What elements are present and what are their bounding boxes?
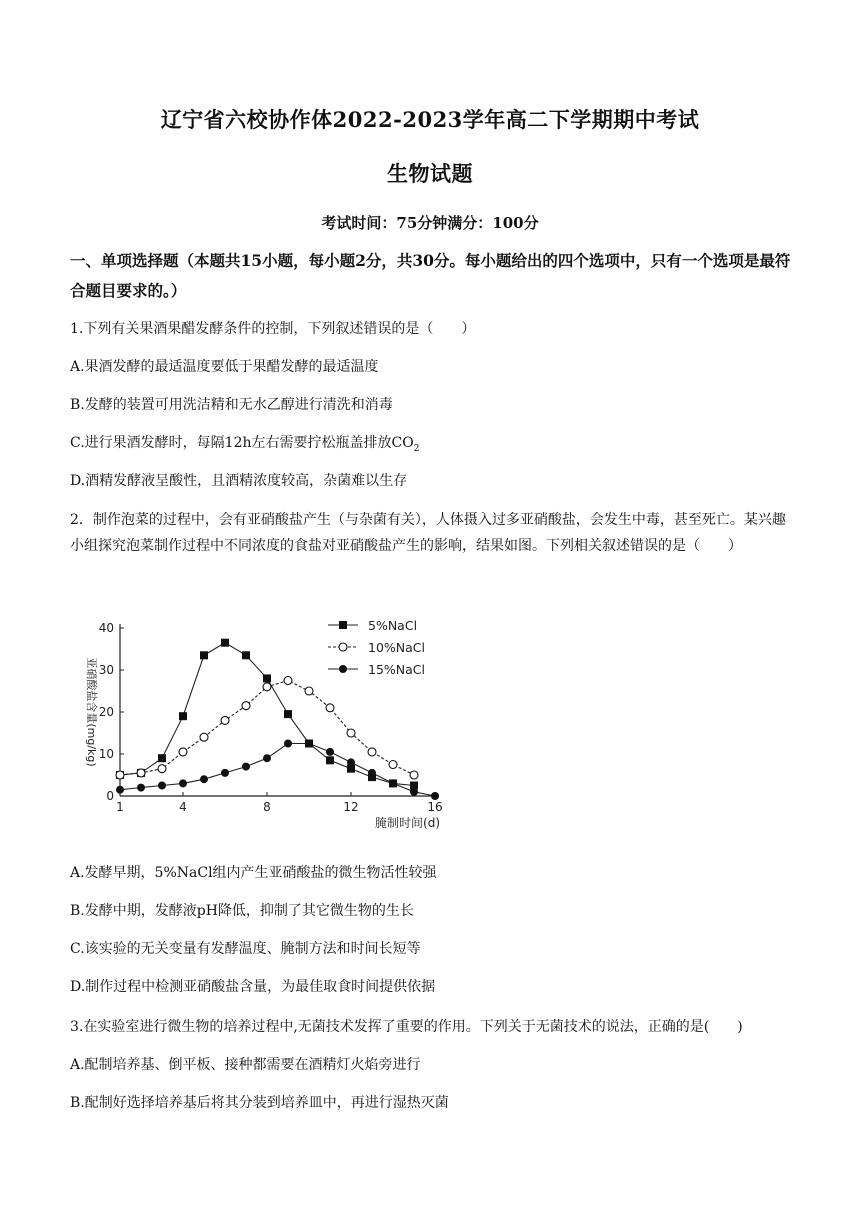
- q2-option-c: C.该实验的无关变量有发酵温度、腌制方法和时间长短等: [70, 941, 421, 957]
- data-point: [284, 710, 292, 718]
- exam-title: 辽宁省六校协作体2022-2023学年高二下学期期中考试: [160, 107, 700, 132]
- data-point: [368, 769, 376, 777]
- data-point: [116, 771, 124, 779]
- q3-option-a: A.配制培养基、倒平板、接种都需要在酒精灯火焰旁进行: [70, 1057, 421, 1073]
- data-point: [326, 704, 334, 712]
- data-point: [158, 782, 166, 790]
- data-point: [326, 748, 334, 756]
- legend-marker: [339, 621, 347, 629]
- data-point: [305, 740, 313, 748]
- legend-label: 15%NaCl: [368, 662, 425, 677]
- data-point: [263, 754, 271, 762]
- data-point: [200, 733, 208, 741]
- section-heading: 一、单项选择题（本题共15小题，每小题2分，共30分。每小题给出的四个选项中，只有一个选项是最符合题目要求的。）: [70, 251, 791, 300]
- data-point: [263, 683, 271, 691]
- data-point: [347, 729, 355, 737]
- data-point: [410, 788, 418, 796]
- data-point: [179, 748, 187, 756]
- x-tick-label: 16: [427, 800, 443, 814]
- q1-stem: 1.下列有关果酒果醋发酵条件的控制，下列叙述错误的是（ ）: [70, 321, 476, 337]
- data-point: [368, 748, 376, 756]
- legend-label: 5%NaCl: [368, 618, 418, 633]
- legend-marker: [339, 643, 347, 651]
- series-1: [116, 677, 418, 780]
- q1-option-a: A.果酒发酵的最适温度要低于果醋发酵的最适温度: [70, 359, 379, 375]
- exam-subtitle: 生物试题: [387, 161, 473, 186]
- q2-stem: 2．制作泡菜的过程中，会有亚硝酸盐产生（与杂菌有关），人体摄入过多亚硝酸盐，会发生中毒，甚至死亡。某兴趣小组探究泡菜制作过程中不同浓度的食盐对亚硝酸盐产生的影响，结果如图。下列相关叙述错误的是（ ）: [70, 512, 786, 554]
- q1-option-c: [70, 432, 419, 454]
- x-tick-label: 4: [179, 800, 187, 814]
- data-point: [116, 786, 124, 794]
- legend-label: 10%NaCl: [368, 640, 425, 655]
- data-point: [284, 677, 292, 685]
- y-tick-label: 10: [98, 747, 114, 761]
- q3-option-b: B.配制好选择培养基后将其分装到培养皿中，再进行湿热灭菌: [70, 1095, 449, 1111]
- data-point: [389, 761, 397, 769]
- x-axis-label: 腌制时间(d): [375, 816, 440, 830]
- data-point: [410, 771, 418, 779]
- x-tick-label: 8: [263, 800, 271, 814]
- data-point: [137, 784, 145, 792]
- y-tick-label: 30: [98, 663, 114, 677]
- y-tick-label: 0: [106, 789, 114, 803]
- data-point: [431, 792, 439, 800]
- legend-marker: [339, 665, 347, 673]
- q2-option-a: A.发酵早期，5%NaCl组内产生亚硝酸盐的微生物活性较强: [70, 865, 437, 881]
- series-line: [120, 744, 435, 797]
- q1-option-c-text: C.进行果酒发酵时，每隔12h左右需要拧松瓶盖排放CO: [70, 435, 414, 451]
- data-point: [200, 651, 208, 659]
- q1-option-b: B.发酵的装置可用洗洁精和无水乙醇进行清洗和消毒: [70, 397, 393, 413]
- data-point: [179, 779, 187, 787]
- data-point: [158, 765, 166, 773]
- q1-option-d: D.酒精发酵液呈酸性，且酒精浓度较高，杂菌难以生存: [70, 473, 408, 489]
- data-point: [221, 769, 229, 777]
- q1-option-c-subscript: 2: [413, 443, 420, 454]
- y-axis-label: 亚硝酸盐含量(mg/kg): [85, 657, 98, 767]
- data-point: [158, 754, 166, 762]
- x-tick-label: 1: [116, 800, 124, 814]
- q2-option-b: B.发酵中期，发酵液pH降低，抑制了其它微生物的生长: [70, 903, 414, 919]
- nitrite-chart: [75, 612, 455, 837]
- data-point: [326, 756, 334, 764]
- data-point: [284, 740, 292, 748]
- data-point: [200, 775, 208, 783]
- chart-legend: [328, 618, 425, 677]
- data-point: [137, 769, 145, 777]
- q2-option-d: D.制作过程中检测亚硝酸盐含量，为最佳取食时间提供依据: [70, 979, 436, 995]
- data-point: [221, 716, 229, 724]
- q3-stem: 3.在实验室进行微生物的培养过程中,无菌技术发挥了重要的作用。下列关于无菌技术的说法，正确的是( ): [70, 1019, 743, 1035]
- data-point: [389, 779, 397, 787]
- data-point: [347, 758, 355, 766]
- data-point: [242, 651, 250, 659]
- y-tick-label: 40: [98, 621, 114, 635]
- data-point: [263, 674, 271, 682]
- x-tick-label: 12: [343, 800, 359, 814]
- data-point: [305, 687, 313, 695]
- data-point: [242, 763, 250, 771]
- data-point: [242, 702, 250, 710]
- y-tick-label: 20: [98, 705, 114, 719]
- data-point: [179, 712, 187, 720]
- exam-info: 考试时间：75分钟满分：100分: [321, 214, 539, 232]
- data-point: [221, 639, 229, 647]
